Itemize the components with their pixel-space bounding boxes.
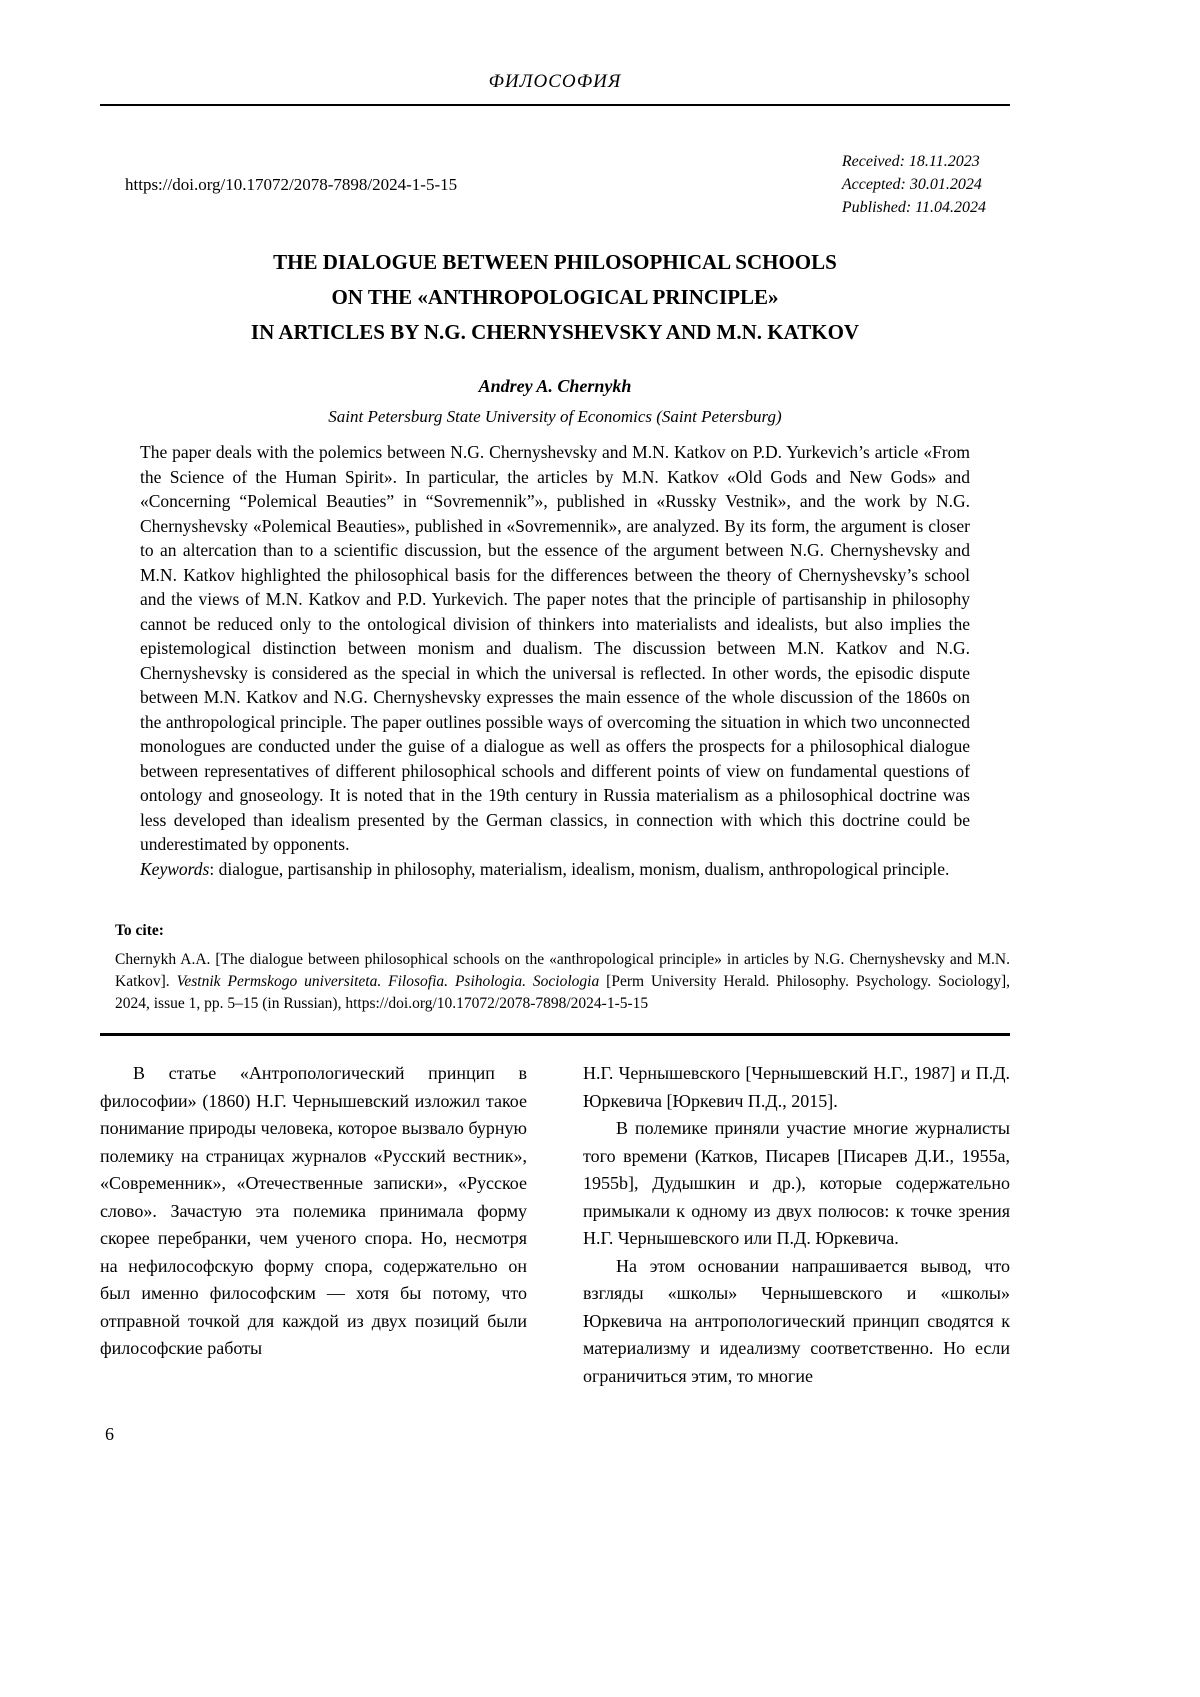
received-date: Received: 18.11.2023 [841, 153, 980, 170]
section-divider [100, 1033, 1010, 1036]
running-head: ФИЛОСОФИЯ [488, 71, 622, 92]
to-cite-label: To cite: [115, 922, 164, 939]
keywords-text: : dialogue, partisanship in philosophy, materialism, idealism, monism, dualism, anthropological principle. [209, 858, 950, 879]
article-title-line-3: IN ARTICLES BY N.G. CHERNYSHEVSKY AND M.N. KATKOV [250, 320, 860, 344]
keywords-label: Keywords [140, 858, 210, 879]
accepted-date: Accepted: 30.01.2024 [841, 176, 982, 193]
page-number: 6 [105, 1424, 114, 1444]
citation-text [115, 949, 1010, 1015]
left-column [100, 1060, 527, 1390]
author-affiliation: Saint Petersburg State University of Economics (Saint Petersburg) [328, 407, 782, 426]
body-columns [100, 1060, 1010, 1390]
dates-block [842, 150, 986, 219]
citation-part-2: [Perm University Herald. Philosophy. Psychology. Sociology], 2024, issue 1, pp. 5–15 (in Russian), https://doi.org/10.17072/2078-7898/2024-1-5-15 [115, 973, 1010, 1012]
body-paragraph-1-continued: Н.Г. Чернышевского [Чернышевский Н.Г., 1987] и П.Д. Юркевича [Юркевич П.Д., 2015]. [583, 1063, 1010, 1111]
article-title-line-1: THE DIALOGUE BETWEEN PHILOSOPHICAL SCHOOLS [273, 250, 837, 274]
abstract-text: The paper deals with the polemics between N.G. Chernyshevsky and M.N. Katkov on P.D. Yurkevich’s article «From the Science of the Human Spirit». In particular, the articles by M.N. Katkov «Old Gods and New Gods» and «Concerning “Polemical Beauties” in “Sovremennik”», published in «Russky Vestnik», and the work by N.G. Chernyshevsky «Polemical Beauties», published in «Sovremennik», are analyzed. By its form, the argument is closer to an altercation than to a scientific discussion, but the essence of the argument between N.G. Chernyshevsky and M.N. Katkov highlighted the philosophical basis for the differences between the theory of Chernyshevsky’s school and the views of M.N. Katkov and P.D. Yurkevich. The paper notes that the principle of partisanship in philosophy cannot be reduced only to the ontological division of thinkers into materialists and idealists, but also implies the epistemological distinction between monism and dualism. The discussion between M.N. Katkov and N.G. Chernyshevsky is considered as the special in which the universal is reflected. In other words, the episodic dispute between M.N. Katkov and N.G. Chernyshevsky expresses the main essence of the whole discussion of the 1860s on the anthropological principle. The paper outlines possible ways of overcoming the situation in which two unconnected monologues are conducted under the guise of a dialogue as well as offers the prospects for a philosophical dialogue between representatives of different philosophical schools and different points of view on fundamental questions of ontology and gnoseology. It is noted that in the 19th century in Russia materialism as a philosophical doctrine was less developed than idealism presented by the German classics, in connection with which this doctrine could be underestimated by opponents. [140, 442, 970, 854]
doi-link[interactable]: https://doi.org/10.17072/2078-7898/2024-1-5-15 [125, 174, 458, 194]
published-date: Published: 11.04.2024 [841, 199, 986, 216]
page-content [100, 0, 1010, 1445]
body-paragraph-3: На этом основании напрашивается вывод, что взгляды «школы» Чернышевского и «школы» Юркевича на антропологический принцип сводятся к материализму и идеализму соответственно. Но если ограничиться этим, то многие [583, 1255, 1010, 1386]
right-column [583, 1060, 1010, 1390]
keywords-paragraph [140, 857, 970, 882]
author-name: Andrey A. Chernykh [478, 376, 632, 396]
citation-journal-name: Vestnik Permskogo universiteta. Filosofia. Psihologia. Sociologia [176, 973, 600, 990]
meta-row [100, 150, 1010, 219]
article-title [100, 245, 1010, 350]
body-paragraph-2: В полемике приняли участие многие журналисты того времени (Катков, Писарев [Писарев Д.И., 1955a, 1955b], Дудышкин и др.), которые содержательно примыкали к одному из двух полюсов: к точке зрения Н.Г. Чернышевского или П.Д. Юркевича. [583, 1118, 1010, 1248]
header-divider [100, 104, 1010, 106]
citation-part-1: Chernykh A.A. [The dialogue between philosophical schools on the «anthropological principle» in articles by N.G. Chernyshevsky and M.N. Katkov]. [115, 951, 1010, 990]
body-paragraph-1: В статье «Антропологический принцип в философии» (1860) Н.Г. Чернышевский изложил такое понимание природы человека, которое вызвало бурную полемику на страницах журналов «Русский вестник», «Современник», «Отечественные записки», «Русское слово». Зачастую эта полемика принимала форму скорее перебранки, чем ученого спора. Но, несмотря на нефилософскую форму спора, содержательно он был именно философским — хотя бы потому, что отправной точкой для каждой из двух позиций были философские работы [100, 1063, 527, 1358]
citation-block [115, 921, 1010, 1015]
article-title-line-2: ON THE «ANTHROPOLOGICAL PRINCIPLE» [331, 285, 779, 309]
